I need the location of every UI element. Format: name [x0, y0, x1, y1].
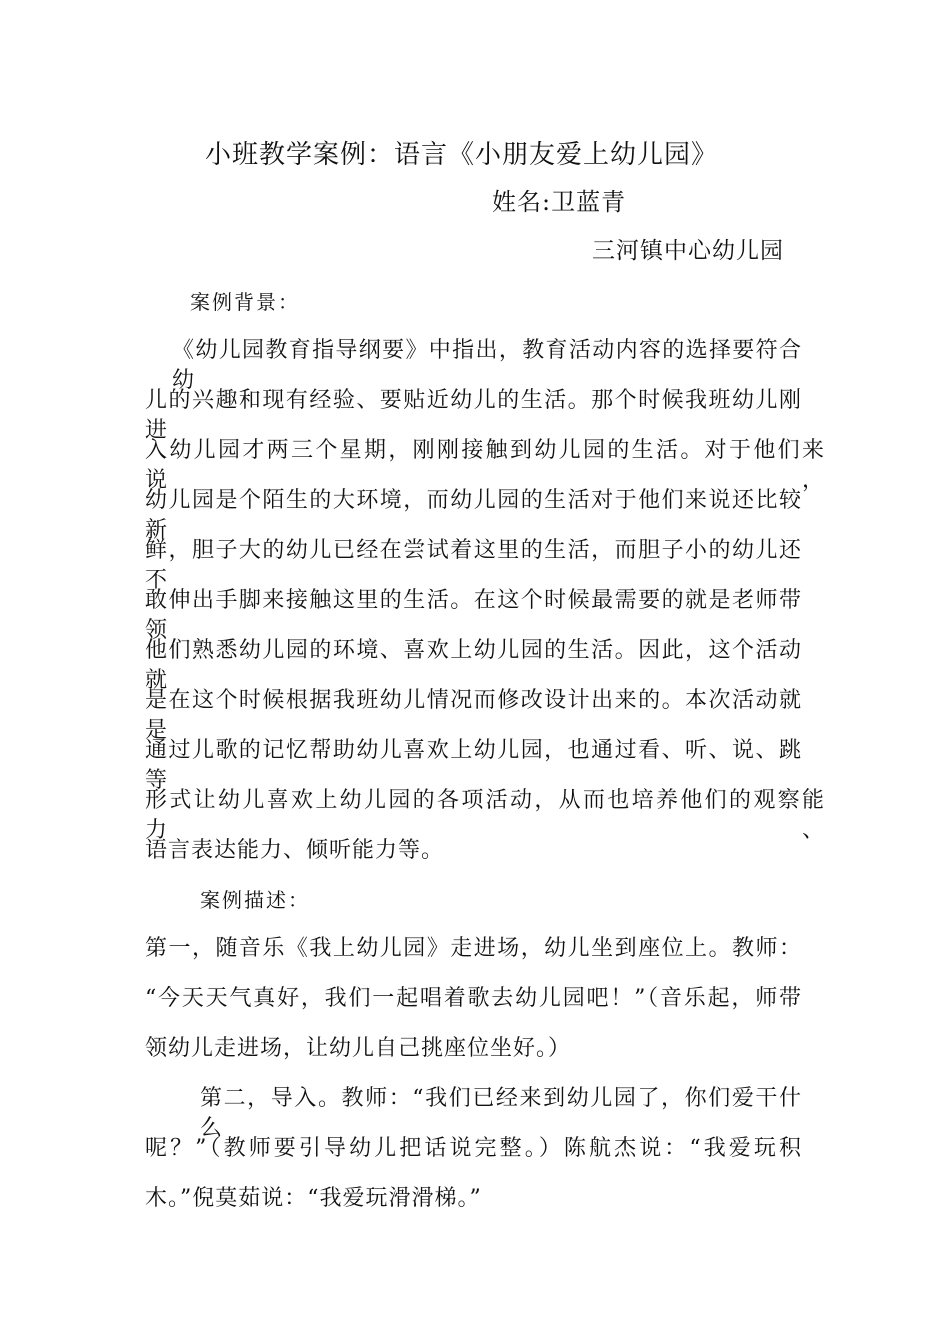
paragraph-line: 幼儿园是个陌生的大环境，而幼儿园的生活对于他们来说还比较新 [145, 488, 802, 543]
background-heading: 案例背景： [190, 290, 300, 314]
paragraph-line: 第二，导入。教师：“我们已经来到幼儿园了，你们爱干什么 [200, 1086, 802, 1141]
document-title: 小班教学案例：语言《小朋友爱上幼儿园》 [205, 140, 719, 170]
school-name: 三河镇中心幼儿园 [592, 238, 784, 264]
paragraph-line: 儿的兴趣和现有经验、要贴近幼儿的生活。那个时候我班幼儿刚进 [145, 388, 802, 443]
paragraph-line: 语言表达能力、倾听能力等。 [145, 838, 445, 863]
paragraph-line: 入幼儿园才两三个星期，刚刚接触到幼儿园的生活。对于他们来说， [145, 438, 825, 493]
paragraph-line: 木。”倪莫茹说：“我爱玩滑滑梯。” [145, 1186, 482, 1211]
paragraph-line: 鲜，胆子大的幼儿已经在尝试着这里的生活，而胆子小的幼儿还不 [145, 538, 802, 593]
description-heading: 案例描述： [200, 888, 310, 912]
paragraph-line: 他们熟悉幼儿园的环境、喜欢上幼儿园的生活。因此，这个活动就 [145, 638, 802, 693]
paragraph-line: 第一，随音乐《我上幼儿园》走进场，幼儿坐到座位上。教师： [145, 936, 802, 961]
paragraph-line: 《幼儿园教育指导纲要》中指出，教育活动内容的选择要符合幼 [172, 338, 802, 393]
author-name: 姓名:卫蓝青 [492, 188, 627, 216]
paragraph-line: 领幼儿走进场，让幼儿自己挑座位坐好。） [145, 1036, 572, 1061]
paragraph-line: 敢伸出手脚来接触这里的生活。在这个时候最需要的就是老师带领 [145, 588, 802, 643]
paragraph-line: 形式让幼儿喜欢上幼儿园的各项活动，从而也培养他们的观察能力、 [145, 788, 825, 843]
paragraph-line: “今天天气真好，我们一起唱着歌去幼儿园吧！”（音乐起，师带 [145, 986, 802, 1011]
paragraph-line: 通过儿歌的记忆帮助幼儿喜欢上幼儿园，也通过看、听、说、跳等 [145, 738, 802, 793]
paragraph-line: 是在这个时候根据我班幼儿情况而修改设计出来的。本次活动就是 [145, 688, 802, 743]
paragraph-line: 呢？”（教师要引导幼儿把话说完整。）陈航杰说：“我爱玩积 [145, 1136, 802, 1161]
